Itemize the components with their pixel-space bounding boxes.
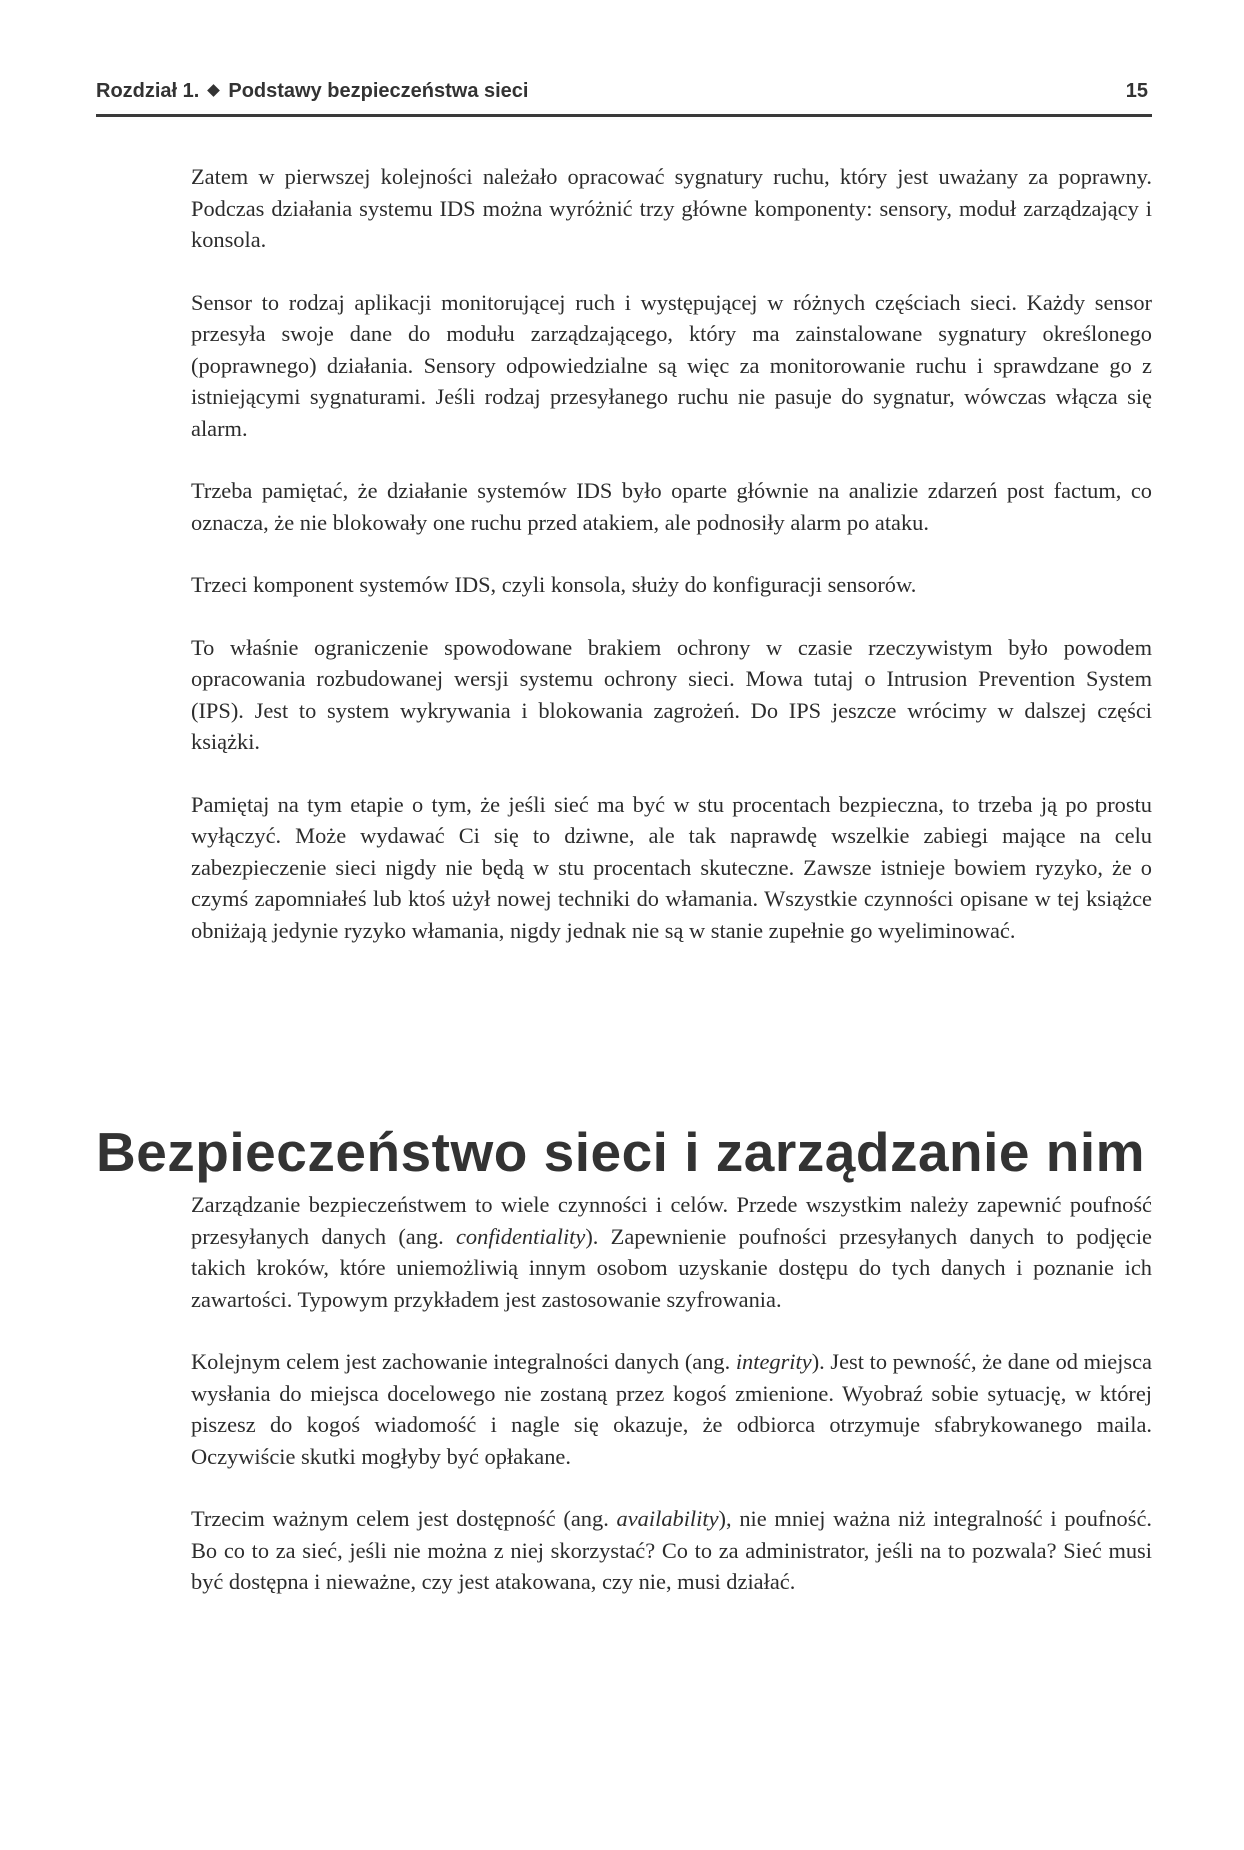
chapter-title: Podstawy bezpieczeństwa sieci: [228, 80, 529, 102]
paragraph-text: Zarządzanie bezpieczeństwem to wiele czynności i celów. Przede wszystkim należy zapewnić poufność przesyłanych danych (ang.: [191, 1192, 1152, 1249]
body-text-top: [191, 161, 1152, 946]
diamond-icon: [207, 84, 220, 97]
chapter-number: Rozdział 1.: [96, 80, 200, 102]
paragraph-integrity: [191, 1346, 1152, 1472]
paragraph: Trzeci komponent systemów IDS, czyli konsola, służy do konfiguracji sensorów.: [191, 572, 917, 597]
body-text-bottom: [191, 1189, 1152, 1598]
paragraph: Pamiętaj na tym etapie o tym, że jeśli sieć ma być w stu procentach bezpieczna, to trzeba ją po prostu wyłączyć. Może wydawać Ci się to dziwne, ale tak naprawdę wszelkie zabiegi mające na celu zabezpieczenie sieci nigdy nie będą w stu procentach skuteczne. Zawsze istnieje bowiem ryzyko, że o czymś zapomniałeś lub ktoś użył nowej techniki do włamania. Wszystkie czynności opisane w tej książce obniżają jedynie ryzyko włamania, nigdy jednak nie są w stanie zupełnie go wyeliminować.: [191, 791, 1152, 943]
paragraph-text: Trzecim ważnym celem jest dostępność (ang.: [191, 1506, 617, 1531]
section-heading: Bezpieczeństwo sieci i zarządzanie nim: [96, 1120, 1146, 1183]
paragraph-availability: [191, 1503, 1152, 1598]
chapter-label: [96, 80, 528, 103]
paragraph: Sensor to rodzaj aplikacji monitorującej ruch i występującej w różnych częściach sieci. Każdy sensor przesyła swoje dane do modułu zarządzającego, który ma zainstalowane sygnatury określonego (poprawnego) działania. Sensory odpowiedzialne są więc za monitorowanie ruchu i sprawdzane go z istniejącymi sygnaturami. Jeśli rodzaj przesyłanego ruchu nie pasuje do sygnatur, wówczas włącza się alarm.: [191, 289, 1152, 441]
paragraph-confidentiality: [191, 1189, 1152, 1315]
term-italic: confidentiality: [455, 1223, 586, 1249]
page-number: 15: [1125, 80, 1148, 102]
paragraph: Trzeba pamiętać, że działanie systemów IDS było oparte głównie na analizie zdarzeń post factum, co oznacza, że nie blokowały one ruchu przed atakiem, ale podnosiły alarm po ataku.: [191, 478, 1152, 535]
paragraph: To właśnie ograniczenie spowodowane brakiem ochrony w czasie rzeczywistym było powodem opracowania rozbudowanej wersji systemu ochrony sieci. Mowa tutaj o Intrusion Prevention System (IPS). Jest to system wykrywania i blokowania zagrożeń. Do IPS jeszcze wrócimy w dalszej części książki.: [191, 634, 1152, 754]
paragraph: Zatem w pierwszej kolejności należało opracować sygnatury ruchu, który jest uważany za poprawny. Podczas działania systemu IDS można wyróżnić trzy główne komponenty: sensory, moduł zarządzający i konsola.: [191, 164, 1152, 252]
term-italic: integrity: [735, 1349, 812, 1374]
running-header: [96, 78, 1152, 117]
term-italic: availability: [616, 1506, 719, 1531]
paragraph-text: Kolejnym celem jest zachowanie integralności danych (ang.: [191, 1349, 736, 1374]
paragraph-text: ), nie mniej ważna niż integralność i poufność. Bo co to za sieć, jeśli nie można z niej skorzystać? Co to za administrator, jeśli na to pozwala? Sieć musi być dostępna i nieważne, czy jest atakowana, czy nie, musi działać.: [191, 1506, 1152, 1594]
paragraph-text: ). Zapewnienie poufności przesyłanych danych to podjęcie takich kroków, które uniemożliwią innym osobom uzyskanie dostępu do tych danych i poznanie ich zawartości. Typowym przykładem jest zastosowanie szyfrowania.: [191, 1223, 1152, 1312]
paragraph-text: ). Jest to pewność, że dane od miejsca wysłania do miejsca docelowego nie zostaną przez kogoś zmienione. Wyobraź sobie sytuację, w której piszesz do kogoś wiadomość i nagle się okazuje, że odbiorca otrzymuje sfabrykowanego maila. Oczywiście skutki mogłyby być opłakane.: [191, 1349, 1152, 1469]
